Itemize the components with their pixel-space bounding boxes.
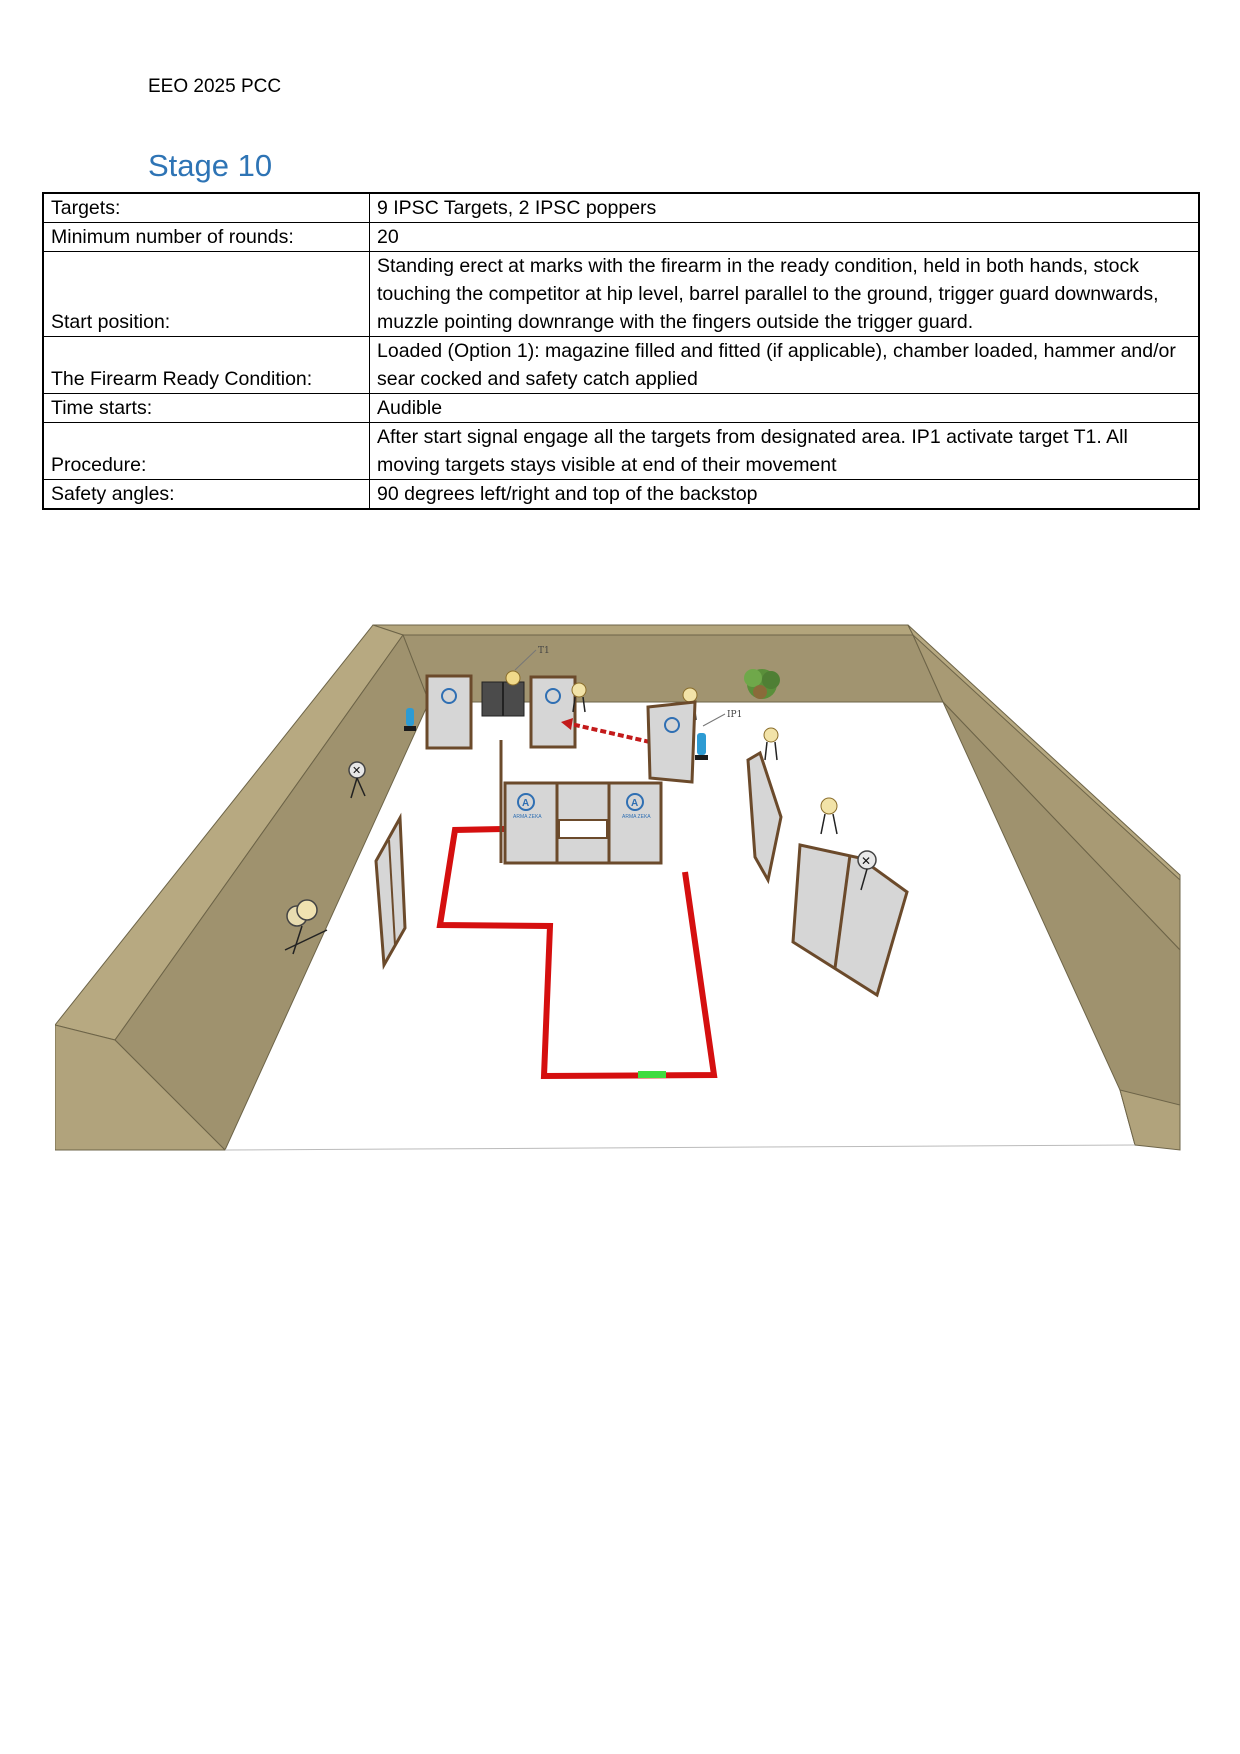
table-row: [43, 252, 1199, 337]
floor-front-edge: [225, 1145, 1135, 1150]
row-label-safety-angles: Safety angles:: [43, 480, 370, 510]
table-row: [43, 337, 1199, 394]
stage-diagram: [55, 620, 1190, 1175]
row-label-start-position: Start position:: [43, 252, 370, 337]
svg-text:✕: ✕: [861, 854, 872, 868]
target-panel-ip1: [648, 702, 695, 782]
svg-text:✕: ✕: [352, 765, 362, 777]
stage-info-table: [42, 192, 1200, 510]
wall-logo-text: ARMA ZEKA: [622, 814, 651, 820]
table-row: [43, 223, 1199, 252]
row-value-time-starts: Audible: [370, 394, 1200, 423]
stage-title: Stage 10: [148, 148, 273, 183]
table-row: [43, 423, 1199, 480]
table-row: [43, 480, 1199, 510]
row-label-time-starts: Time starts:: [43, 394, 370, 423]
row-label-ready-condition: The Firearm Ready Condition:: [43, 337, 370, 394]
callout-t1: T1: [538, 646, 550, 656]
row-label-targets: Targets:: [43, 193, 370, 223]
document-header: EEO 2025 PCC: [148, 76, 282, 97]
table-row: [43, 394, 1199, 423]
row-value-safety-angles: 90 degrees left/right and top of the backstop: [370, 480, 1200, 510]
callout-ip1: IP1: [727, 710, 743, 720]
wall-logo-text: ARMA ZEKA: [513, 814, 542, 820]
row-label-min-rounds: Minimum number of rounds:: [43, 223, 370, 252]
row-value-targets: 9 IPSC Targets, 2 IPSC poppers: [370, 193, 1200, 223]
wall-logo-letter: A: [522, 798, 530, 809]
row-value-ready-condition: Loaded (Option 1): magazine filled and fitted (if applicable), chamber loaded, hammer and/or sear cocked and safety catch applied: [370, 337, 1200, 394]
start-marker: [638, 1071, 666, 1078]
table-row: [43, 193, 1199, 223]
wall-logo-letter: A: [631, 798, 639, 809]
target-panel: [427, 676, 471, 748]
berm-back-top: [373, 625, 913, 635]
row-label-procedure: Procedure:: [43, 423, 370, 480]
target-panel: [531, 677, 575, 747]
row-value-procedure: After start signal engage all the targets from designated area. IP1 activate target T1. All moving targets stays visible at end of their movement: [370, 423, 1200, 480]
row-value-start-position: Standing erect at marks with the firearm in the ready condition, held in both hands, stock touching the competitor at hip level, barrel parallel to the ground, trigger guard downwards, muzzle pointing downrange with the fingers outside the trigger guard.: [370, 252, 1200, 337]
row-value-min-rounds: 20: [370, 223, 1200, 252]
